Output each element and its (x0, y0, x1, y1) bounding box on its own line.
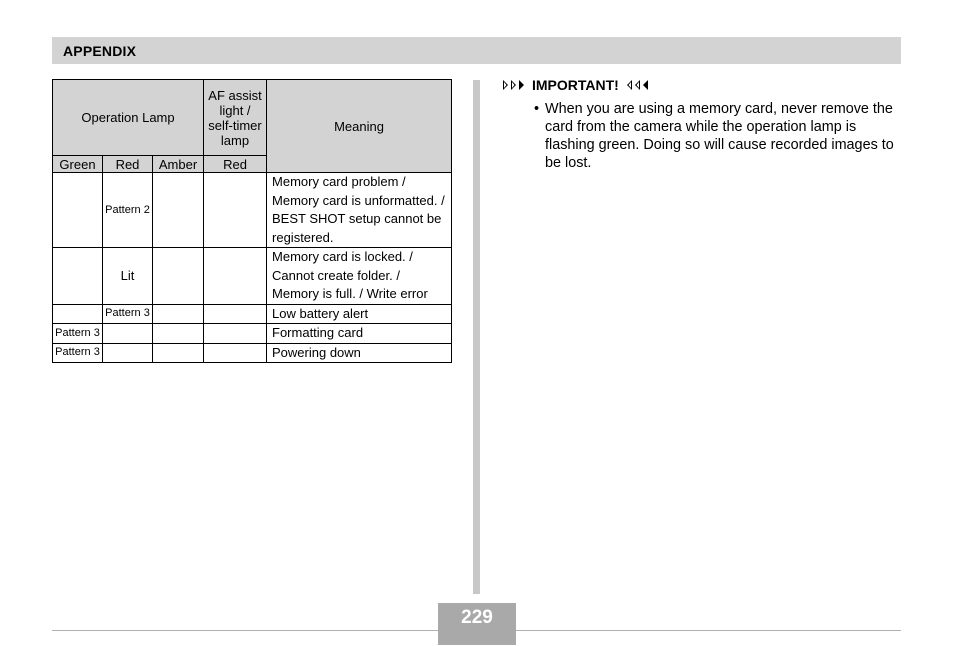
amber-cell (153, 173, 204, 248)
green-subheader: Green (53, 156, 103, 173)
amber-subheader: Amber (153, 156, 204, 173)
green-cell (53, 173, 103, 248)
green-cell (53, 304, 103, 324)
important-text: When you are using a memory card, never remove the card from the camera while the operation lamp is flashing green. Doing so will cause recorded images to be lost. (545, 101, 894, 171)
red-subheader: Red (103, 156, 153, 173)
af-red-cell (204, 324, 267, 344)
column-divider (473, 80, 480, 594)
meaning-cell: Memory card problem / Memory card is unformatted. / BEST SHOT setup cannot be registered. (267, 173, 452, 248)
table-row (53, 304, 452, 324)
operation-lamp-header: Operation Lamp (53, 80, 204, 156)
green-cell: Pattern 3 (53, 343, 103, 363)
table-row (53, 324, 452, 344)
red-cell (103, 343, 153, 363)
red-cell (103, 324, 153, 344)
amber-cell (153, 248, 204, 305)
amber-cell (153, 343, 204, 363)
header-bar (52, 37, 901, 64)
af-red-cell (204, 248, 267, 305)
af-red-subheader: Red (204, 156, 267, 173)
arrows-right-icon (502, 79, 526, 91)
important-title: IMPORTANT! (532, 77, 619, 93)
important-heading (502, 77, 649, 93)
af-red-cell (204, 173, 267, 248)
af-red-cell (204, 304, 267, 324)
meaning-header: Meaning (267, 80, 452, 173)
green-cell: Pattern 3 (53, 324, 103, 344)
meaning-cell: Low battery alert (267, 304, 452, 324)
operation-lamp-table (52, 79, 452, 363)
amber-cell (153, 324, 204, 344)
arrows-left-icon (625, 79, 649, 91)
meaning-cell: Formatting card (267, 324, 452, 344)
green-cell (53, 248, 103, 305)
af-red-cell (204, 343, 267, 363)
table-row (53, 173, 452, 248)
af-assist-header: AF assist light / self-timer lamp (204, 80, 267, 156)
page-number: 229 (461, 607, 493, 628)
table-row (53, 343, 452, 363)
red-cell: Pattern 3 (103, 304, 153, 324)
table-row (53, 248, 452, 305)
red-cell: Pattern 2 (103, 173, 153, 248)
amber-cell (153, 304, 204, 324)
list-item (534, 100, 904, 172)
bullet-icon: • (534, 101, 540, 117)
important-list (534, 100, 904, 172)
page-number-box (438, 603, 516, 645)
meaning-cell: Powering down (267, 343, 452, 363)
meaning-cell: Memory card is locked. / Cannot create folder. / Memory is full. / Write error (267, 248, 452, 305)
section-title: APPENDIX (63, 43, 137, 59)
red-cell: Lit (103, 248, 153, 305)
